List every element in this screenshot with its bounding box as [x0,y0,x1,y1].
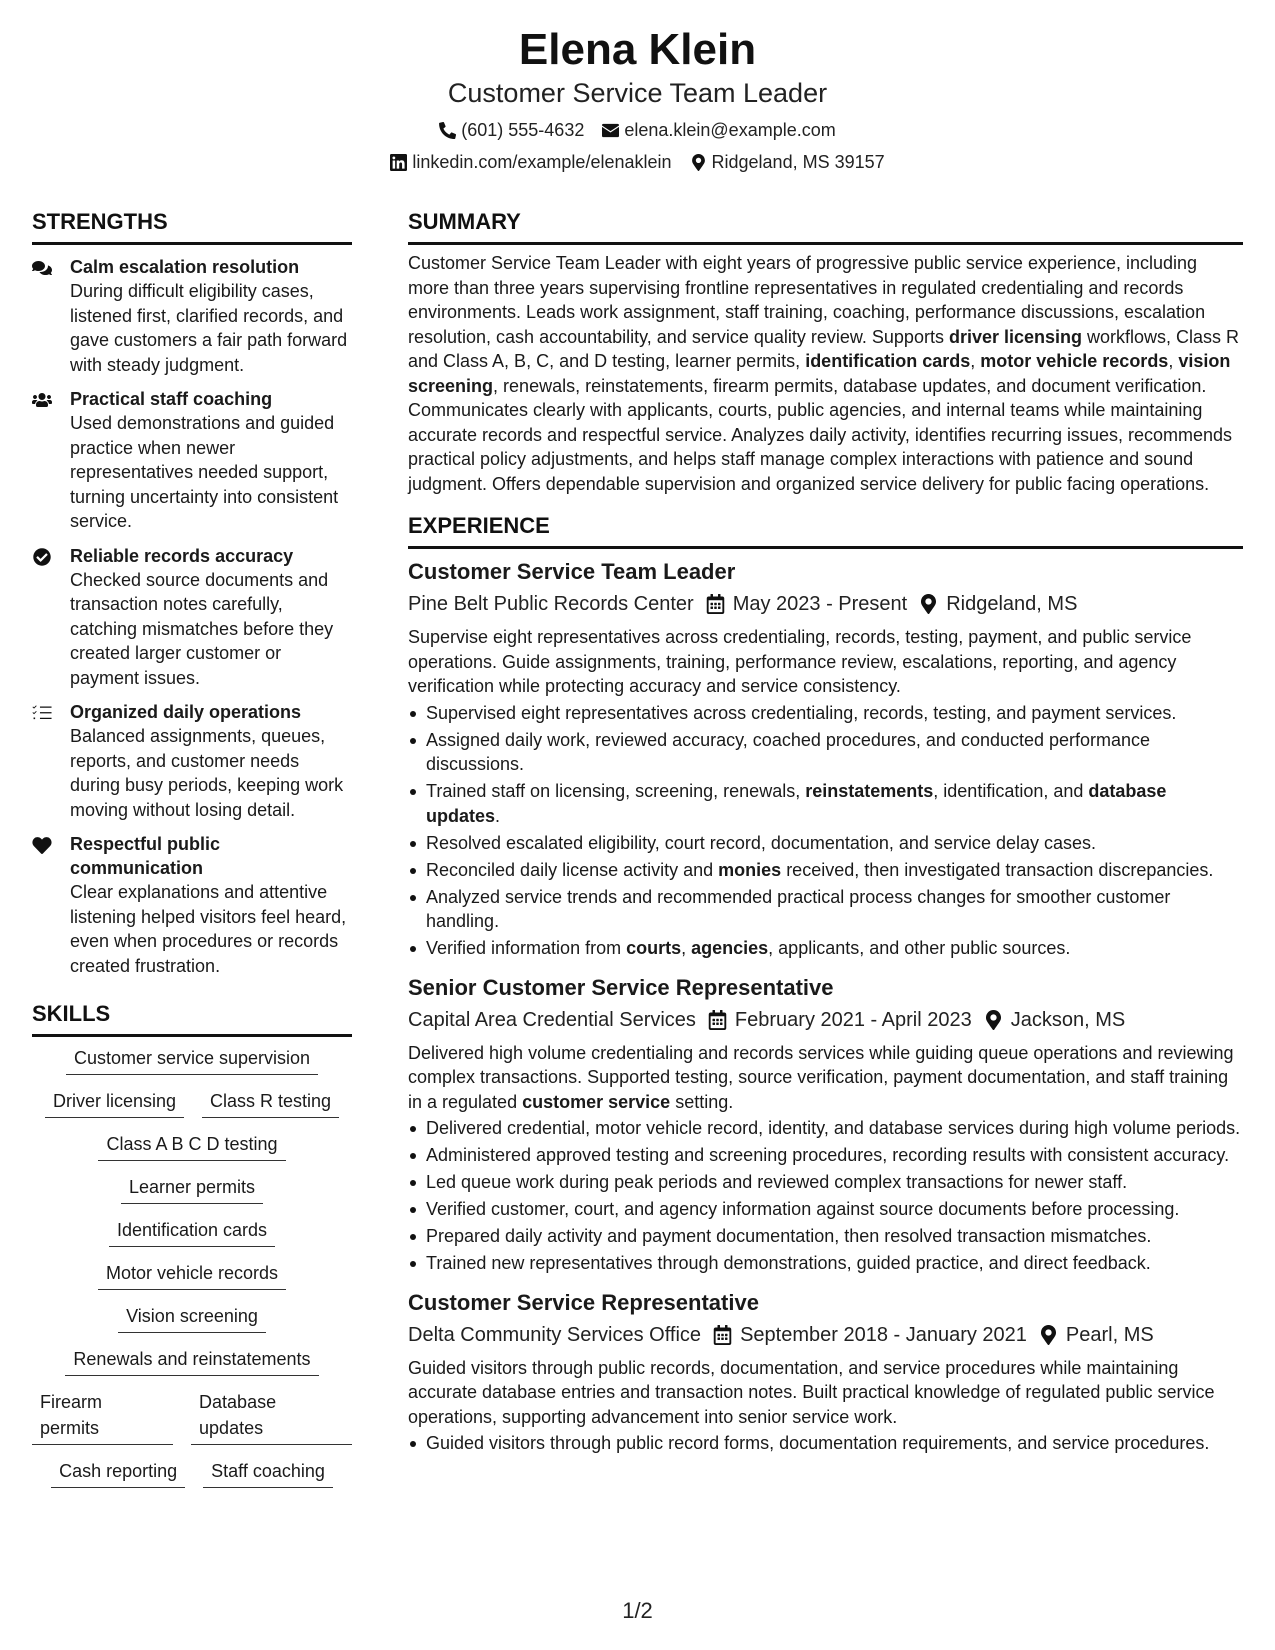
strength-desc: During difficult eligibility cases, listened first, clarified records, and gave customers a fair path forward with steady judgment. [70,281,348,375]
strength-item [32,387,352,534]
skill-row [51,1458,333,1488]
strength-item [32,700,352,822]
job-company: Capital Area Credential Services [408,1008,696,1031]
comments-icon [32,259,52,277]
skill-row [45,1088,339,1118]
skill-tag: Cash reporting [51,1458,185,1488]
text-run: setting. [670,1091,734,1112]
skill-tag: Class R testing [202,1088,339,1118]
skill-tag: Identification cards [109,1217,275,1247]
skill-row [32,1389,352,1445]
skill-row [65,1346,318,1376]
text-run: , [1168,351,1179,371]
strength-title: Respectful public communication [70,834,221,878]
text-run: , [970,351,981,371]
summary-heading: SUMMARY [408,208,1243,245]
skill-row [98,1131,285,1161]
list-item [408,1197,1243,1222]
skill-tag: Customer service supervision [66,1045,318,1075]
location-contact [690,150,885,174]
bold-keyword: monies [718,859,782,880]
list-item [408,1170,1243,1195]
text-run: Analyzed service trends and recommended practical process changes for smoother customer handling. [426,886,1171,931]
check-circle-icon [32,548,52,566]
calendar-icon [706,594,725,614]
skill-tag: Renewals and reinstatements [65,1346,318,1376]
phone-icon [439,122,456,139]
job-bullets [408,1116,1243,1276]
experience-list [408,557,1243,1456]
text-run: received, then investigated transaction discrepancies. [781,859,1214,880]
calendar-icon [708,1010,727,1030]
strength-item [32,832,352,978]
skill-tag: Vision screening [118,1303,266,1333]
strengths-list [32,255,352,978]
list-item [408,1143,1243,1168]
skill-row [66,1045,318,1075]
list-item [408,831,1243,856]
skill-tag: Motor vehicle records [98,1260,286,1290]
skills-list [32,1045,352,1501]
text-run: . [495,805,501,826]
linkedin-text: linkedin.com/example/elenaklein [412,152,672,172]
candidate-name: Elena Klein [518,25,757,74]
text-run: workflows, Class R and Class A, B, C, and D testing, learner permits, [408,326,1240,371]
text-run: Verified information from [426,938,627,958]
skills-heading: SKILLS [32,1000,352,1037]
text-run: Reconciled daily license activity and [426,859,719,880]
skill-tag: Staff coaching [203,1458,333,1488]
page-number: 1/2 [622,1598,653,1623]
email-text: elena.klein@example.com [624,120,836,140]
text-run: Prepared daily activity and payment documentation, then resolved transaction mismatches. [426,1226,1152,1246]
location-text: Ridgeland, MS 39157 [711,152,885,172]
map-pin-icon [1039,1325,1058,1345]
text-run: Delivered high volume credentialing and records services while guiding queue operations and reviewing complex transactions. Supported testing, source verification, payment documentation, and staff training in a regulated [408,1042,1234,1112]
list-item [408,1224,1243,1249]
text-run: , applicants, and other public sources. [768,938,1071,958]
bold-keyword: reinstatements [805,781,934,801]
calendar-icon [708,1010,727,1030]
job-dates: May 2023 - Present [732,593,908,615]
job-title: Senior Customer Service Representative [408,974,834,1000]
strength-desc: Balanced assignments, queues, reports, and customer needs during busy periods, keeping work moving without losing detail. [70,726,344,820]
text-run: Verified customer, court, and agency information against source documents before processing. [426,1199,1180,1219]
strength-title: Reliable records accuracy [70,545,294,566]
text-run: Resolved escalated eligibility, court record, documentation, and service delay cases. [426,832,1097,853]
job-description [408,1041,1243,1115]
email-contact[interactable] [602,118,835,142]
job-company: Pine Belt Public Records Center [408,593,694,615]
list-item [408,728,1243,777]
bold-keyword: agencies [691,938,769,958]
map-pin-icon [984,1010,1003,1030]
job-bullets [408,1431,1243,1456]
envelope-icon [602,122,619,139]
strength-desc: Checked source documents and transaction notes carefully, catching mismatches before they created larger customer or payment issues. [70,569,334,688]
job-location: Pearl, MS [1065,1323,1154,1346]
job-description [408,625,1243,699]
strength-item [32,544,352,691]
strength-item [32,255,352,377]
left-column [32,208,352,1501]
bold-keyword: customer service [522,1091,671,1112]
map-pin-icon [690,154,707,171]
text-run: Led queue work during peak periods and reviewed complex transactions for newer staff. [426,1172,1128,1192]
calendar-icon [713,1325,732,1345]
text-run: Guided visitors through public records, documentation, and service procedures while maintaining accurate database entries and transaction notes. Built practical knowledge of regulated public service operations, supporting advancement into senior service work. [408,1357,1215,1427]
list-item [408,1431,1243,1456]
linkedin-icon [390,154,407,171]
strength-title: Calm escalation resolution [70,257,300,277]
job-entry [408,557,1243,961]
right-column [408,208,1243,1458]
list-item [408,885,1243,934]
strength-title: Organized daily operations [70,702,302,722]
job-description [408,1356,1243,1430]
text-run: , renewals, reinstatements, firearm permits, database updates, and document verification. Communicates clearly with applicants, courts, public agencies, and internal teams while maintaining accurate records and respectful service. Analyzes daily activity, identifies recurring issues, recommends practical policy adjustments, and helps staff manage complex interactions with patience and sound judgment. Offers dependable supervision and organized service delivery for public facing operations. [408,375,1233,494]
strength-desc: Clear explanations and attentive listening helped visitors feel heard, even when procedures or records created frustration. [70,882,347,976]
job-meta [408,589,1243,619]
job-meta [408,1320,1243,1350]
strength-title: Practical staff coaching [70,389,273,409]
bold-keyword: vision screening [408,351,1231,396]
calendar-icon [713,1325,732,1345]
list-item [408,858,1243,883]
skill-tag: Driver licensing [45,1088,184,1118]
job-company: Delta Community Services Office [408,1323,702,1346]
skill-row [121,1174,263,1204]
contact-row-2 [0,150,1275,174]
skill-row [98,1260,286,1290]
strengths-heading: STRENGTHS [32,208,352,245]
bold-keyword: motor vehicle records [980,351,1169,371]
map-pin-icon [919,594,938,614]
list-item [408,779,1243,828]
job-dates: February 2021 - April 2023 [734,1008,972,1031]
skill-row [118,1303,266,1333]
job-title: Customer Service Representative [408,1289,759,1315]
list-item [408,1116,1243,1141]
linkedin-contact[interactable] [390,150,671,174]
text-run: Trained new representatives through demonstrations, guided practice, and direct feedback. [426,1253,1151,1273]
candidate-title: Customer Service Team Leader [447,78,828,108]
contact-row-1 [0,118,1275,142]
text-run: Delivered credential, motor vehicle record, identity, and database services during high volume periods. [426,1118,1241,1138]
bold-keyword: identification cards [805,351,971,371]
bold-keyword: database updates [426,781,1167,826]
text-run: Guided visitors through public record forms, documentation requirements, and service procedures. [426,1433,1210,1453]
phone-contact[interactable] [439,118,584,142]
job-entry [408,973,1243,1276]
job-location: Ridgeland, MS [946,593,1078,615]
job-title: Customer Service Team Leader [408,559,736,584]
job-meta [408,1005,1243,1035]
text-run: Assigned daily work, reviewed accuracy, coached procedures, and conducted performance discussions. [426,729,1151,774]
resume-header [0,24,1275,174]
job-location: Jackson, MS [1010,1008,1126,1031]
text-run: , [681,938,692,958]
users-icon [32,391,52,409]
map-pin-icon [919,594,938,614]
heart-icon [32,836,52,854]
skill-tag: Database updates [191,1389,352,1445]
job-dates: September 2018 - January 2021 [740,1323,1027,1346]
skill-tag: Firearm permits [32,1389,173,1445]
text-run: Supervise eight representatives across credentialing, records, testing, payment, and public service operations. Guide assignments, training, performance review, escalations, reporting, and agency verification while protecting accuracy and service consistency. [408,627,1192,696]
text-run: Customer Service Team Leader with eight years of progressive public service experience, including more than three years supervising frontline representatives in regulated credentialing and records environments. Leads work assignment, staff training, coaching, performance discussions, escalation resolution, cash accountability, and service quality review. Supports [408,253,1206,347]
text-run: Supervised eight representatives across credentialing, records, testing, and payment services. [426,702,1177,723]
phone-text: (601) 555-4632 [461,120,585,140]
experience-heading: EXPERIENCE [408,512,1243,549]
list-item [408,1251,1243,1276]
checklist-icon [32,704,52,722]
job-entry [408,1288,1243,1456]
job-bullets [408,701,1243,961]
map-pin-icon [1039,1325,1058,1345]
text-run: Administered approved testing and screening procedures, recording results with consistent accuracy. [426,1145,1230,1165]
text-run: Trained staff on licensing, screening, renewals, [426,781,806,801]
summary-text [408,251,1243,496]
skill-tag: Learner permits [121,1174,263,1204]
bold-keyword: courts [626,938,682,958]
skill-tag: Class A B C D testing [98,1131,285,1161]
text-run: , identification, and [933,781,1089,801]
map-pin-icon [984,1010,1003,1030]
calendar-icon [706,594,725,614]
skill-row [109,1217,275,1247]
strength-desc: Used demonstrations and guided practice when newer representatives needed support, turning uncertainty into consistent service. [70,413,339,531]
bold-keyword: driver licensing [948,326,1083,347]
list-item [408,936,1243,961]
list-item [408,701,1243,726]
